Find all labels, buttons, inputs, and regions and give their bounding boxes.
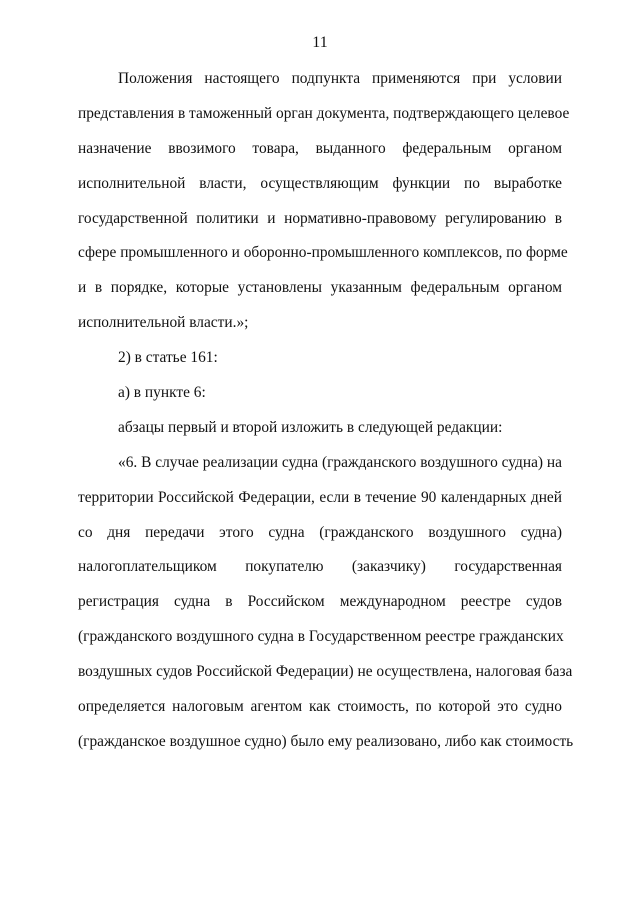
text-line: регистрация судна в Российском международном реестре судов — [78, 593, 562, 611]
text-line: со дня передачи этого судна (гражданского воздушного судна) — [78, 523, 562, 541]
text-line: назначение ввозимого товара, выданного федеральным органом — [78, 139, 562, 157]
document-body — [78, 62, 574, 760]
text-line: исполнительной власти.»; — [78, 314, 249, 332]
text-line: а) в пункте 6: — [118, 384, 206, 402]
text-line: исполнительной власти, осуществляющим функции по выработке — [78, 174, 562, 192]
text-line: определяется налоговым агентом как стоимость, по которой это судно — [78, 698, 562, 716]
text-line: (гражданского воздушного судна в Государственном реестре гражданских — [78, 628, 564, 646]
text-line: абзацы первый и второй изложить в следующей редакции: — [118, 418, 503, 436]
text-line: Положения настоящего подпункта применяются при условии — [118, 70, 562, 87]
text-line: сфере промышленного и оборонно-промышленного комплексов, по форме — [78, 244, 568, 262]
text-line: налогоплательщиком покупателю (заказчику) государственная — [78, 558, 562, 576]
text-line: 2) в статье 161: — [118, 349, 218, 367]
text-line: (гражданское воздушное судно) было ему реализовано, либо как стоимость — [78, 732, 574, 750]
text-line: территории Российской Федерации, если в течение 90 календарных дней — [78, 488, 562, 506]
text-line: представления в таможенный орган документа, подтверждающего целевое — [78, 104, 570, 122]
text-line: воздушных судов Российской Федерации) не осуществлена, налоговая база — [78, 663, 573, 681]
text-line: и в порядке, которые установлены указанным федеральным органом — [78, 279, 562, 297]
page-number: 11 — [312, 34, 328, 51]
text-line: государственной политики и нормативно-правовому регулированию в — [78, 209, 562, 227]
text-line: «6. В случае реализации судна (гражданского воздушного судна) на — [118, 453, 562, 471]
